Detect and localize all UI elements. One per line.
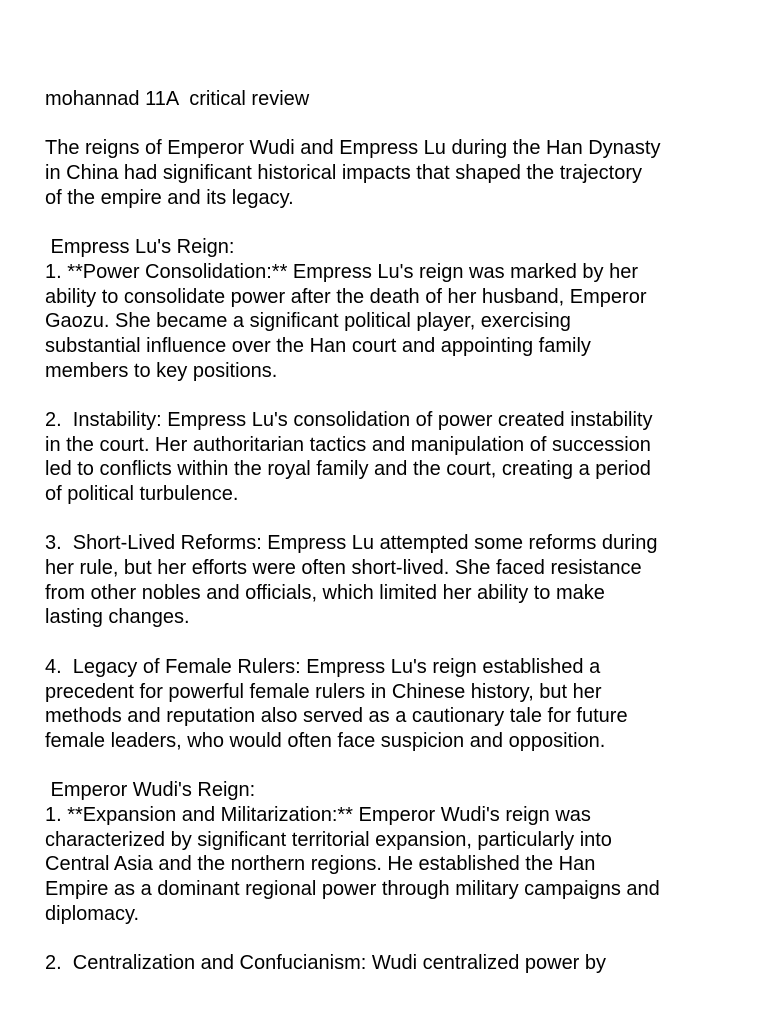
paragraph-line: her rule, but her efforts were often short-lived. She faced resistance — [45, 557, 642, 580]
paragraph-line: of political turbulence. — [45, 483, 239, 505]
blank-line — [45, 112, 728, 137]
paragraph-line: lasting changes. — [45, 606, 190, 629]
intro-line: of the empire and its legacy. — [45, 186, 294, 209]
emperor-point-2 — [45, 951, 728, 976]
blank-line — [45, 210, 728, 235]
blank-line — [45, 926, 728, 951]
paragraph-line: in the court. Her authoritarian tactics and manipulation of succession — [45, 433, 651, 456]
blank-line — [45, 383, 728, 408]
emperor-point-1 — [45, 803, 728, 926]
emperor-section-title: Emperor Wudi's Reign: — [45, 779, 256, 802]
paragraph-line: 1. **Expansion and Militarization:** Emperor Wudi's reign was — [45, 803, 591, 826]
paragraph-line: methods and reputation also served as a cautionary tale for future — [45, 705, 628, 728]
empress-section-title: Empress Lu's Reign: — [45, 236, 235, 259]
paragraph-line: substantial influence over the Han court and appointing family — [45, 334, 591, 357]
paragraph-line: Central Asia and the northern regions. He established the Han — [45, 853, 596, 876]
paragraph-line: led to conflicts within the royal family and the court, creating a period — [45, 458, 651, 481]
empress-point-4 — [45, 655, 728, 754]
empress-point-3 — [45, 531, 728, 630]
document-heading: mohannad 11A critical review — [45, 88, 310, 110]
blank-line — [45, 754, 728, 779]
blank-line — [45, 630, 728, 655]
intro-line: The reigns of Emperor Wudi and Empress Lu during the Han Dynasty — [45, 137, 661, 160]
paragraph-line: 2. Centralization and Confucianism: Wudi centralized power by — [45, 952, 607, 975]
paragraph-line: precedent for powerful female rulers in Chinese history, but her — [45, 680, 602, 703]
paragraph-line: Gaozu. She became a significant political player, exercising — [45, 310, 571, 333]
paragraph-line: female leaders, who would often face suspicion and opposition. — [45, 729, 606, 752]
paragraph-line: Empire as a dominant regional power through military campaigns and — [45, 878, 660, 900]
paragraph-line: 3. Short-Lived Reforms: Empress Lu attempted some reforms during — [45, 532, 658, 555]
paragraph-line: diplomacy. — [45, 902, 140, 925]
paragraph-line: 2. Instability: Empress Lu's consolidation of power created instability — [45, 408, 653, 431]
intro-paragraph — [45, 136, 728, 210]
paragraph-line: ability to consolidate power after the death of her husband, Emperor — [45, 285, 647, 308]
paragraph-line: 4. Legacy of Female Rulers: Empress Lu's reign established a — [45, 655, 601, 678]
intro-line: in China had significant historical impacts that shaped the trajectory — [45, 162, 642, 185]
paragraph-line: 1. **Power Consolidation:** Empress Lu's reign was marked by her — [45, 260, 638, 283]
paragraph-line: members to key positions. — [45, 359, 278, 382]
empress-point-1 — [45, 260, 728, 383]
paragraph-line: characterized by significant territorial expansion, particularly into — [45, 828, 612, 851]
paragraph-line: from other nobles and officials, which limited her ability to make — [45, 581, 605, 604]
blank-line — [45, 507, 728, 532]
empress-point-2 — [45, 408, 728, 507]
